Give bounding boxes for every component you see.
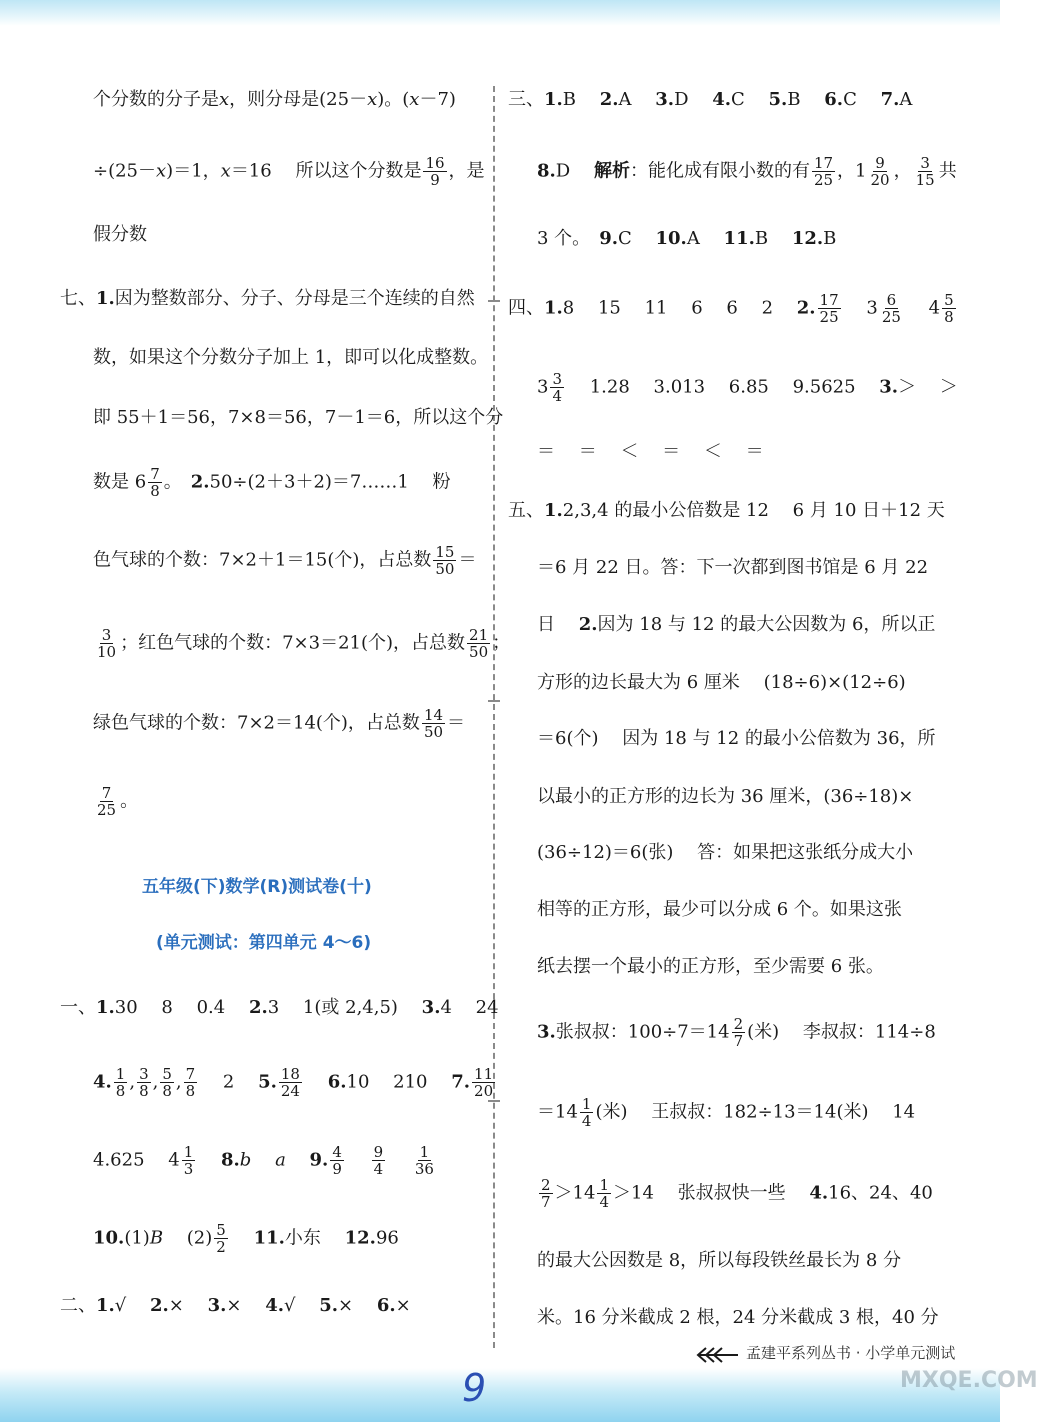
answer-line [93,406,503,430]
answer-text: 8 15 11 6 6 2 [562,297,797,319]
page-number: 9 [462,1366,487,1410]
answer-line [537,955,884,979]
item-number: 10. [93,1227,125,1249]
answer-line [93,544,476,577]
item-number: 2. [599,89,619,110]
fraction: $\frac{9}{20}$ [870,154,890,189]
answer-text: b [239,1149,252,1171]
answer-text: 4 24 [440,997,499,1018]
answer-text [346,1150,370,1171]
fraction: $\frac{16}{9}$ [425,154,445,189]
answer-text: 4 [904,297,941,319]
answer-text: 绿色气球的个数：7×2＝14(个)，占总数 [93,712,420,734]
item-number: 2. [150,1295,169,1316]
answer-text: )＝1， [166,160,221,182]
bottom-decorative-band [0,1368,1000,1422]
fraction: $\frac{1}{4}$ [581,1095,592,1130]
answer-text: B [787,89,825,110]
item-number: 3. [207,1295,227,1316]
fraction: $\frac{6}{25}$ [881,291,901,326]
fraction: $\frac{7}{25}$ [97,784,117,819]
item-number: 5. [768,89,788,110]
answer-text: 以最小的正方形的边长为 36 厘米，(36÷18)× [537,786,914,807]
fraction: $\frac{5}{8}$ [162,1065,172,1100]
answer-text: 张叔叔：100÷7＝14 [555,1021,730,1043]
answer-text: ＝ [458,549,477,571]
fraction: $\frac{5}{2}$ [216,1221,226,1256]
answer-line [537,841,913,865]
answer-text: 。 [163,471,191,493]
answer-text: 。 [120,790,139,812]
answer-line [93,785,138,818]
answer-text: 数，如果这个分数分子加上 1，即可以化成整数。 [93,347,489,368]
answer-text [230,1228,254,1249]
item-number: 4. [265,1295,285,1316]
answer-text: (2) [163,1227,213,1249]
item-number: 5. [258,1071,277,1093]
answer-text: ，是 [448,160,485,182]
answer-line [93,1066,497,1099]
answer-line [93,707,465,740]
answer-text: x [219,89,230,110]
answer-line [508,292,958,325]
answer-line [508,88,912,112]
test-title: 五年级(下)数学(R)测试卷(十) [142,877,372,897]
answer-text: 3 个。 [537,228,600,249]
answer-text [286,1150,310,1171]
item-number: 2. [248,997,268,1018]
answer-text: √ [284,1295,320,1316]
answer-line [60,287,475,311]
answer-text: 日 [537,614,579,635]
answer-text: , [129,1071,136,1093]
fraction: $\frac{3}{10}$ [97,626,117,661]
fraction: $\frac{2}{7}$ [733,1015,744,1050]
answer-text: (米) 王叔叔：182÷13＝14(米) 14 [595,1101,916,1123]
item-number: 2. [796,297,816,319]
answer-line [537,898,902,922]
fraction: $\frac{3}{8}$ [139,1065,149,1100]
answer-text: (米) 李叔叔：114÷8 [747,1021,936,1043]
item-number: 4. [712,89,732,110]
answer-text: 1.28 3.013 6.85 9.5625 [566,376,880,398]
answer-text: 米。16 分米截成 2 根，24 分米截成 3 根，40 分 [537,1307,939,1328]
item-number: 6. [824,89,844,110]
answer-text: 个分数的分子是 [93,89,219,110]
item-number: 11. [723,228,755,249]
answer-line [93,1222,399,1255]
answer-text: 方形的边长最大为 6 厘米 (18÷6)×(12÷6) [537,672,906,693]
answer-line [537,556,928,580]
answer-text: D [674,89,713,110]
item-number: 1. [96,288,115,309]
item-number: 9. [309,1149,329,1171]
answer-text: 即 55＋1＝56，7×8＝56，7－1＝6，所以这个分 [93,407,504,428]
answer-text: 的最大公因数是 8，所以每段铁丝最长为 8 分 [537,1250,902,1271]
answer-text: x [220,160,231,182]
arrow-icon [696,1346,740,1364]
item-number: 4. [93,1071,112,1093]
answer-text [304,1072,328,1093]
answer-text: ＝6(个) 因为 18 与 12 的最小公倍数为 36，所 [537,728,936,749]
fraction: $\frac{1}{4}$ [599,1176,609,1211]
item-number: 1. [96,1295,115,1316]
answer-text: (1) [124,1227,150,1249]
fraction: $\frac{5}{8}$ [944,291,954,326]
answer-line [537,1016,936,1049]
item-number: 解析 [593,160,630,182]
answer-line [93,155,485,188]
answer-text [387,1150,411,1171]
answer-text: ＝ ＝ ＜ ＝ ＜ ＝ [537,441,764,462]
answer-text: ，则分母是(25－ [229,89,368,110]
answer-text: 2 [199,1071,259,1093]
answer-line [537,1249,901,1273]
fraction: $\frac{3}{15}$ [915,154,935,189]
answer-text: 3 1(或 2,4,5) [267,997,422,1018]
fraction: $\frac{11}{20}$ [474,1065,494,1100]
answer-text: 四、 [508,297,544,319]
answer-line [93,88,456,112]
fraction: $\frac{21}{50}$ [469,626,489,661]
answer-text: 小东 [284,1227,345,1249]
answer-text: x [367,89,378,110]
item-number: 3. [421,997,441,1018]
answer-text: 16、24、40 [828,1182,933,1204]
answer-line [537,155,957,188]
answer-line [537,727,936,751]
answer-line [537,1096,915,1129]
answer-text: ， [893,160,912,182]
answer-text: ＞14 张叔叔快一些 [613,1182,810,1204]
item-number: 3. [537,1021,556,1043]
answer-text: 2,3,4 的最小公倍数是 12 6 月 10 日＋12 天 [562,500,945,521]
answer-text: ＝6 月 22 日。答：下一次都到图书馆是 6 月 22 [537,557,929,578]
item-number: 2. [190,471,210,493]
answer-text: B [149,1227,164,1249]
answer-text: C [617,228,656,249]
item-number: 7. [880,89,900,110]
answer-text: × [338,1295,377,1316]
answer-text: B [562,89,600,110]
answer-line [537,440,764,464]
answer-text: 假分数 [93,224,147,245]
fraction: $\frac{17}{25}$ [813,154,834,189]
fraction: $\frac{2}{7}$ [541,1176,551,1211]
fraction: $\frac{17}{25}$ [819,291,839,326]
item-number: 3. [879,376,899,398]
divider-tick [488,700,500,702]
unit-subtitle: (单元测试：第四单元 4～6) [156,933,372,953]
answer-text: 3 [537,376,549,398]
fraction: $\frac{4}{9}$ [332,1143,342,1178]
fraction: $\frac{9}{4}$ [373,1143,384,1178]
answer-text: 相等的正方形，最少可以分成 6 个。如果这张 [537,899,902,920]
answer-text: D [555,160,594,182]
answer-text: (36÷12)＝6(张) 答：如果把这张纸分成大小 [537,842,914,863]
answer-line [537,371,958,404]
answer-line [537,1306,939,1330]
answer-text: ＞14 [554,1182,596,1204]
answer-text: ÷(25－ [93,160,157,182]
watermark: MXQE.COM [900,1368,1038,1393]
fraction: $\frac{7}{8}$ [150,465,160,500]
answer-text: 4.625 4 [93,1149,180,1171]
answer-text: × [395,1295,411,1316]
answer-text: √ [114,1295,150,1316]
item-number: 12. [344,1227,376,1249]
answer-text: 数是 6 [93,471,147,493]
fraction: $\frac{7}{8}$ [185,1065,196,1100]
answer-text: C [843,89,881,110]
answer-text: ＝ [447,712,466,734]
item-number: 1. [96,997,115,1018]
answer-text: －7) [419,89,456,110]
answer-text: 50÷(2＋3＋2)＝7……1 粉 [209,471,451,493]
item-number: 11. [253,1227,285,1249]
fraction: $\frac{1}{8}$ [115,1065,126,1100]
answer-line [60,996,499,1020]
answer-text: ，1 [837,160,867,182]
answer-text: 五、 [508,500,544,521]
answer-text: 共 [938,160,957,182]
fraction: $\frac{15}{50}$ [435,543,455,578]
item-number: 7. [451,1071,471,1093]
answer-text: a [275,1149,286,1171]
answer-text: A [899,89,913,110]
answer-text: C [731,89,769,110]
answer-line [537,227,836,251]
item-number: 6. [376,1295,396,1316]
divider-tick [488,300,500,302]
answer-text [251,1150,275,1171]
answer-text: 30 8 0.4 [114,997,249,1018]
answer-text: × [226,1295,266,1316]
answer-text: 三、 [508,89,544,110]
answer-text: x [409,89,420,110]
answer-line [93,346,488,370]
fraction: $\frac{1}{36}$ [414,1143,434,1178]
answer-text: A [686,228,724,249]
answer-text: x [156,160,167,182]
answer-text: ；红色气球的个数：7×3＝21(个)，占总数 [120,632,466,654]
answer-text: ＝14 [537,1101,578,1123]
fraction: $\frac{1}{3}$ [183,1143,194,1178]
answer-text: 因为整数部分、分子、分母是三个连续的自然 [114,288,475,309]
item-number: 5. [319,1295,339,1316]
answer-text: ＝16 所以这个分数是 [230,160,422,182]
answer-text: 96 [375,1227,399,1249]
footer-series-label: 孟建平系列丛书 · 小学单元测试 [746,1344,956,1362]
answer-text: 10 210 [346,1071,452,1093]
answer-text: 二、 [60,1295,96,1316]
answer-line [93,627,510,660]
item-number: 1. [544,297,563,319]
answer-line [537,671,906,695]
answer-text: 3 [842,297,878,319]
answer-text: ＞ ＞ [898,376,958,398]
item-number: 4. [809,1182,829,1204]
answer-line [93,466,451,499]
answer-text: 因为 18 与 12 的最大公因数为 6，所以正 [597,614,936,635]
answer-line [508,499,945,523]
answer-line [93,223,147,247]
answer-line [537,613,935,637]
answer-text: )。( [377,89,410,110]
answer-text: , [152,1071,159,1093]
answer-text: 一、 [60,997,96,1018]
answer-text: B [823,228,837,249]
answer-line [93,1144,438,1177]
answer-text: , [175,1071,182,1093]
item-number: 3. [655,89,675,110]
item-number: 9. [599,228,618,249]
answer-text: ：能化成有限小数的有 [629,160,810,182]
top-decorative-band [0,0,1000,26]
answer-text: ； [492,632,511,654]
answer-line [60,1294,411,1318]
answer-text: 纸去摆一个最小的正方形，至少需要 6 张。 [537,956,884,977]
item-number: 8. [537,160,556,182]
fraction: $\frac{14}{50}$ [423,706,444,741]
answer-text: 七、 [60,288,96,309]
answer-text: × [168,1295,208,1316]
answer-text: B [754,228,792,249]
column-divider [493,86,495,1348]
answer-line [537,785,913,809]
item-number: 12. [791,228,824,249]
fraction: $\frac{18}{24}$ [280,1065,300,1100]
divider-tick [488,1100,500,1102]
item-number: 1. [544,89,563,110]
answer-text: 色气球的个数：7×2＋1＝15(个)，占总数 [93,549,432,571]
item-number: 6. [327,1071,347,1093]
item-number: 10. [655,228,687,249]
answer-text [197,1150,221,1171]
answer-text: A [618,89,656,110]
item-number: 8. [221,1149,240,1171]
answer-line [537,1177,933,1210]
fraction: $\frac{3}{4}$ [552,370,562,405]
item-number: 2. [578,614,598,635]
item-number: 1. [544,500,563,521]
